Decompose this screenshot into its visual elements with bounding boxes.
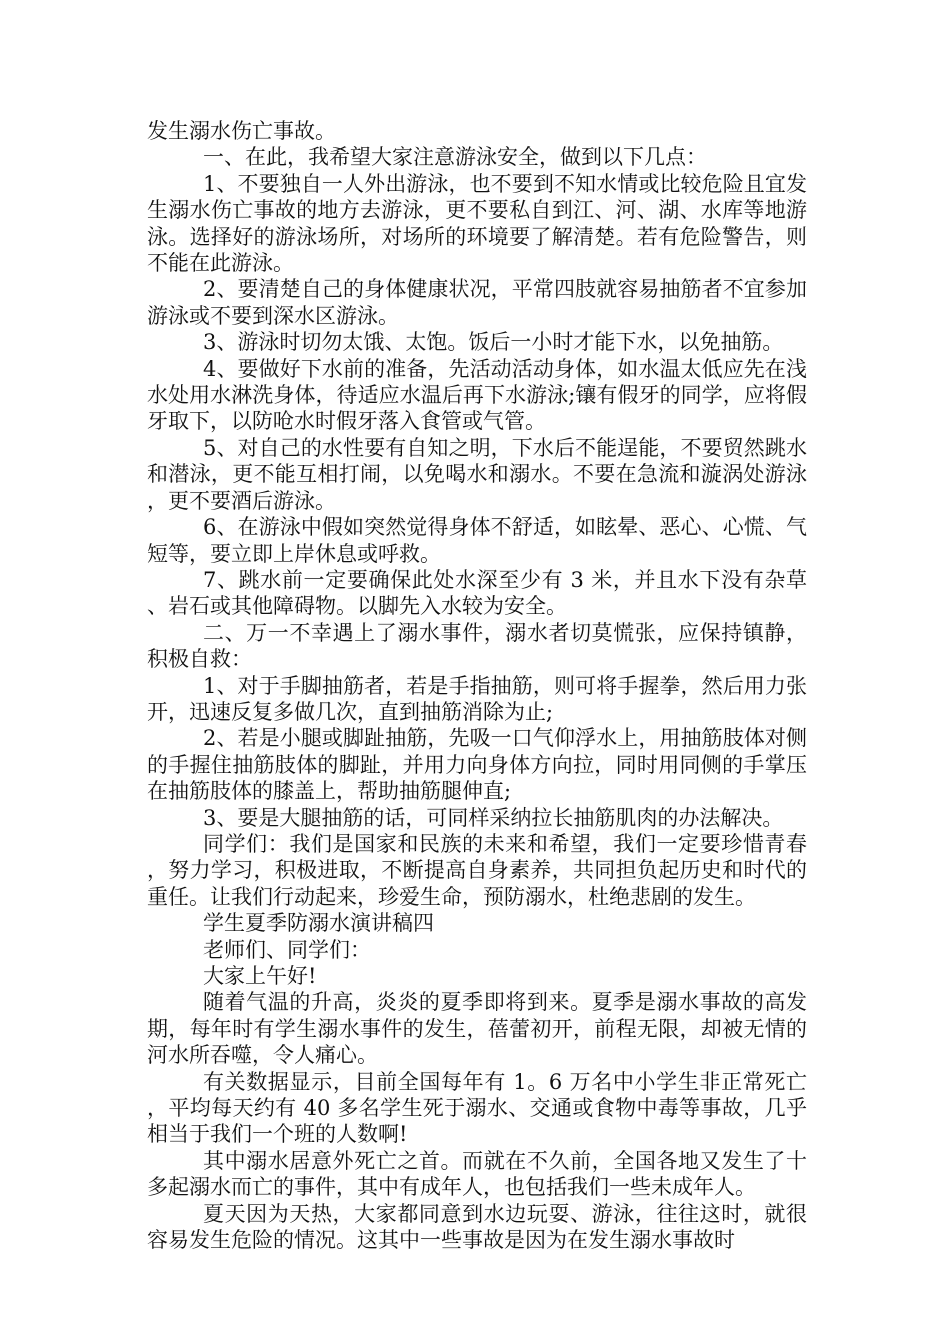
paragraph: 6、在游泳中假如突然觉得身体不舒适，如眩晕、恶心、心慌、气短等，要立即上岸休息或呼救。: [147, 515, 807, 566]
paragraph: 夏天因为天热，大家都同意到水边玩耍、游泳，往往这时，就很容易发生危险的情况。这其中一些事故是因为在发生溺水事故时: [147, 1201, 807, 1253]
paragraph: 3、游泳时切勿太饿、太饱。饭后一小时才能下水，以免抽筋。: [203, 330, 784, 355]
paragraph: 3、要是大腿抽筋的话，可同样采纳拉长抽筋肌肉的办法解决。: [203, 805, 784, 830]
document-body: [147, 118, 807, 1253]
paragraph: 7、跳水前一定要确保此处水深至少有 3 米，并且水下没有杂草、岩石或其他障碍物。以脚先入水较为安全。: [147, 567, 807, 619]
paragraph: 其中溺水居意外死亡之首。而就在不久前，全国各地又发生了十多起溺水而亡的事件，其中有成年人，也包括我们一些未成年人。: [147, 1148, 807, 1200]
salutation: 老师们、同学们：: [203, 937, 371, 962]
section-title: 学生夏季防溺水演讲稿四: [203, 911, 434, 936]
paragraph: 随着气温的升高，炎炎的夏季即将到来。夏季是溺水事故的高发期，每年时有学生溺水事件的发生，蓓蕾初开，前程无限，却被无情的河水所吞噬，令人痛心。: [147, 990, 807, 1068]
paragraph: 2、若是小腿或脚趾抽筋，先吸一口气仰浮水上，用抽筋肢体对侧的手握住抽筋肢体的脚趾，并用力向身体方向拉，同时用同侧的手掌压在抽筋肢体的膝盖上，帮助抽筋腿伸直;: [147, 726, 807, 804]
paragraph: 2、要清楚自己的身体健康状况，平常四肢就容易抽筋者不宜参加游泳或不要到深水区游泳。: [147, 277, 807, 328]
paragraph: 二、万一不幸遇上了溺水事件，溺水者切莫慌张，应保持镇静，积极自救：: [147, 620, 807, 672]
paragraph: 有关数据显示，目前全国每年有 1。6 万名中小学生非正常死亡，平均每天约有 40 多名学生死于溺水、交通或食物中毒等事故，几乎相当于我们一个班的人数啊!: [147, 1069, 807, 1147]
paragraph: 1、对于手脚抽筋者，若是手指抽筋，则可将手握拳，然后用力张开，迅速反复多做几次，直到抽筋消除为止;: [147, 673, 807, 724]
paragraph: 一、在此，我希望大家注意游泳安全，做到以下几点：: [203, 145, 707, 170]
paragraph: 同学们：我们是国家和民族的未来和希望，我们一定要珍惜青春，努力学习，积极进取，不断提高自身素养，共同担负起历史和时代的重任。让我们行动起来，珍爱生命，预防溺水，杜绝悲剧的发生。: [147, 831, 807, 909]
paragraph: 发生溺水伤亡事故。: [147, 119, 336, 143]
paragraph: 5、对自己的水性要有自知之明，下水后不能逞能，不要贸然跳水和潜泳，更不能互相打闹，以免喝水和溺水。不要在急流和漩涡处游泳，更不要酒后游泳。: [147, 435, 807, 513]
paragraph: 1、不要独自一人外出游泳，也不要到不知水情或比较危险且宜发生溺水伤亡事故的地方去游泳，更不要私自到江、河、湖、水库等地游泳。选择好的游泳场所，对场所的环境要了解清楚。若有危险警告，则不能在此游泳。: [147, 171, 807, 276]
greeting: 大家上午好!: [203, 964, 317, 988]
paragraph: 4、要做好下水前的准备，先活动活动身体，如水温太低应先在浅水处用水淋洗身体，待适应水温后再下水游泳;镶有假牙的同学，应将假牙取下，以防呛水时假牙落入食管或气管。: [147, 356, 807, 434]
